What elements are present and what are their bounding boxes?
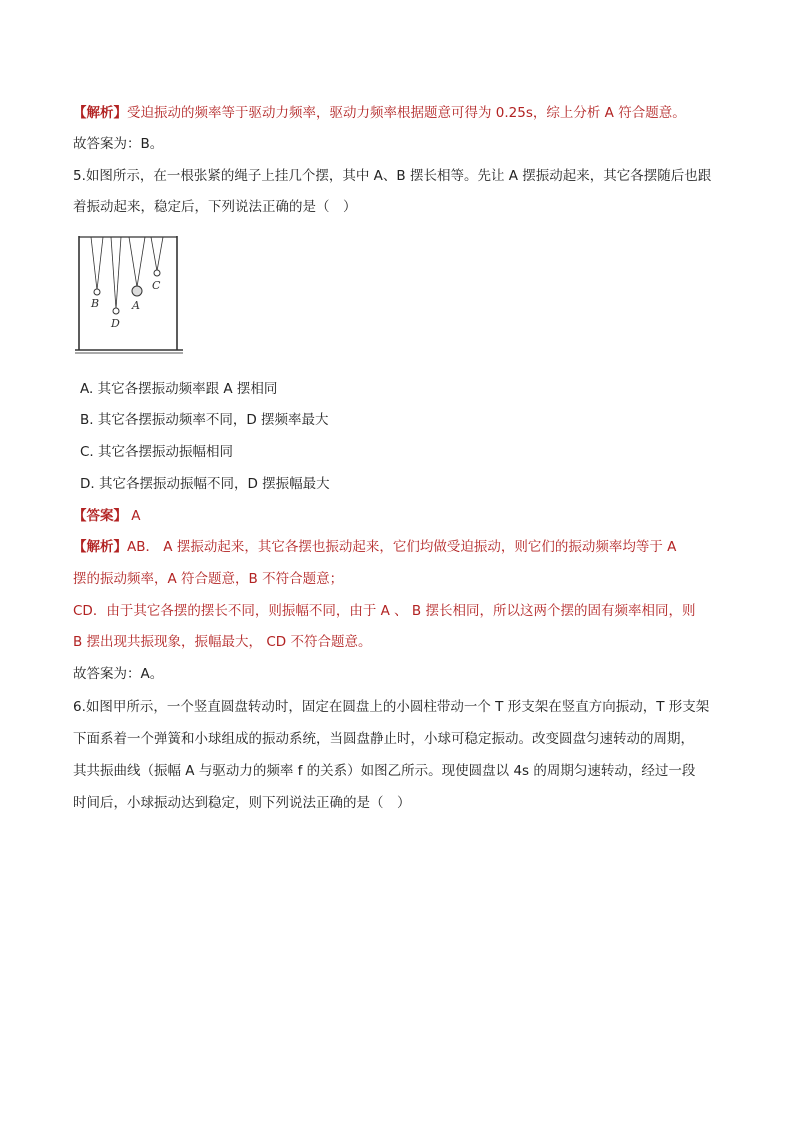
q4-analysis-tag: 【解析】 xyxy=(73,105,127,121)
pendulum-c-label: C xyxy=(152,279,161,292)
q5-answer-value: A xyxy=(131,508,141,524)
q5-option-b: B. 其它各摆振动频率不同，D 摆频率最大 xyxy=(80,412,329,428)
q6-stem-line4: 时间后，小球振动达到稳定，则下列说法正确的是（ ） xyxy=(73,795,411,811)
q4-analysis-text: 受迫振动的频率等于驱动力频率，驱动力频率根据题意可得为 0.25s，综上分析 A 符合题意。 xyxy=(127,105,686,121)
q6-stem-line1: 6.如图甲所示，一个竖直圆盘转动时，固定在圆盘上的小圆柱带动一个 T 形支架在竖直方向振动，T 形支架 xyxy=(73,699,710,715)
pendulum-b-string xyxy=(91,237,97,290)
pendulum-b-label: B xyxy=(91,297,100,310)
q5-answer-tag: 【答案】 xyxy=(73,508,127,524)
q5-option-a: A. 其它各摆振动频率跟 A 摆相同 xyxy=(80,381,278,397)
pendulum-a-label: A xyxy=(132,299,140,312)
q5-option-c: C. 其它各摆振动振幅相同 xyxy=(80,444,234,460)
pendulum-d-bob xyxy=(113,308,119,314)
q5-analysis-tag: 【解析】 xyxy=(73,539,127,555)
pendulum-d-string xyxy=(111,237,116,309)
pendulum-a-string xyxy=(129,237,137,287)
q4-conclusion: 故答案为：B。 xyxy=(73,136,164,152)
q4-analysis xyxy=(73,104,686,122)
q5-answer xyxy=(73,507,141,525)
q5-analysis-line2: 摆的振动频率，A 符合题意，B 不符合题意； xyxy=(73,571,344,587)
q5-option-d: D. 其它各摆振动振幅不同，D 摆振幅最大 xyxy=(80,476,330,492)
q6-stem-line2: 下面系着一个弹簧和小球组成的振动系统，当圆盘静止时，小球可稳定振动。改变圆盘匀速转动的周期， xyxy=(73,731,694,747)
pendulum-figure xyxy=(73,232,185,360)
q5-stem-line1: 5.如图所示，在一根张紧的绳子上挂几个摆，其中 A、B 摆长相等。先让 A 摆振动起来，其它各摆随后也跟 xyxy=(73,168,712,184)
pendulum-a-bob xyxy=(132,286,142,296)
pendulum-d-label: D xyxy=(111,317,120,330)
pendulum-c-bob xyxy=(154,270,160,276)
q5-analysis-line3: CD．由于其它各摆的摆长不同，则振幅不同，由于 A 、 B 摆长相同，所以这两个摆的固有频率相同，则 xyxy=(73,603,696,619)
q5-stem-line2: 着振动起来，稳定后，下列说法正确的是（ ） xyxy=(73,199,357,215)
q5-conclusion: 故答案为：A。 xyxy=(73,666,164,682)
q6-stem-line3: 其共振曲线（振幅 A 与驱动力的频率 f 的关系）如图乙所示。现使圆盘以 4s 的周期匀速转动，经过一段 xyxy=(73,763,696,779)
q5-analysis-line1 xyxy=(73,538,676,556)
pendulum-b-bob xyxy=(94,289,100,295)
pendulum-c-string xyxy=(151,237,157,271)
q5-analysis-line4: B 摆出现共振现象，振幅最大， CD 不符合题意。 xyxy=(73,634,372,650)
q5-analysis-text1: AB． A 摆振动起来，其它各摆也振动起来，它们均做受迫振动，则它们的振动频率均等于 A xyxy=(127,539,677,555)
